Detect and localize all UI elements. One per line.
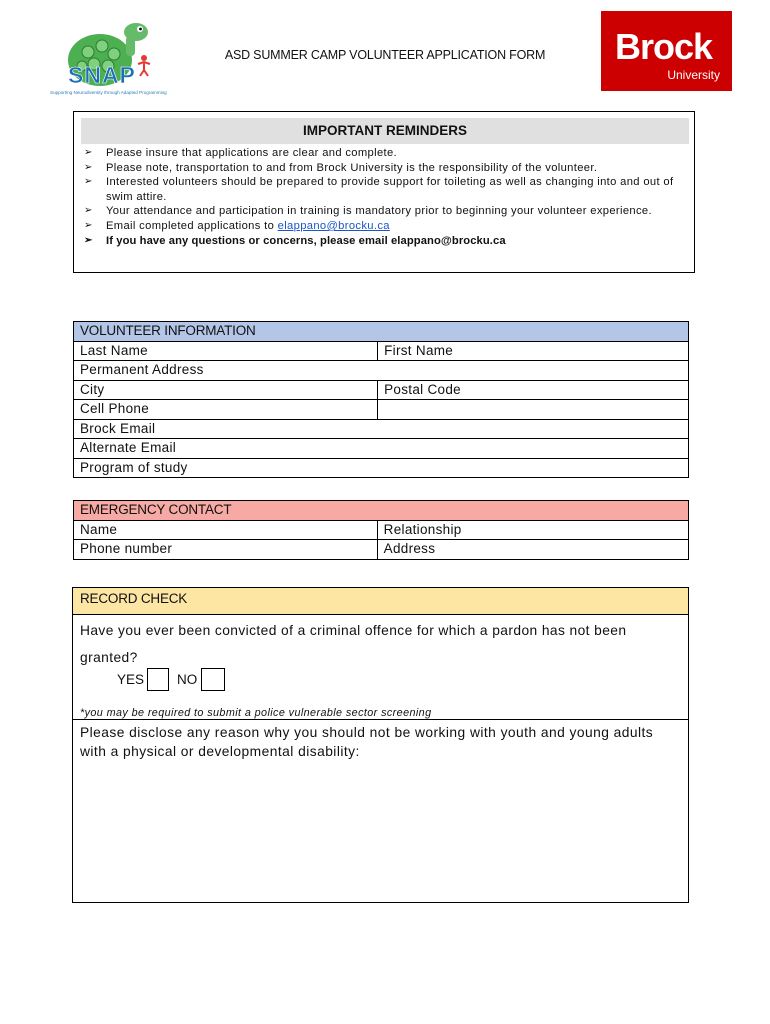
relationship-field[interactable]: Relationship <box>377 520 688 540</box>
empty-cell <box>378 400 689 420</box>
last-name-field[interactable]: Last Name <box>74 341 378 361</box>
postal-code-field[interactable]: Postal Code <box>378 380 689 400</box>
snap-tagline: Supporting Neurodiversity through Adapted Programming <box>50 90 167 95</box>
volunteer-information-table <box>73 321 689 478</box>
volunteer-information-heading: VOLUNTEER INFORMATION <box>74 322 689 342</box>
no-checkbox[interactable] <box>201 668 225 691</box>
brock-email-field[interactable]: Brock Email <box>74 419 689 439</box>
brock-logo-sub: University <box>667 68 720 82</box>
arrow-bullet-icon: ➢ <box>84 161 93 173</box>
arrow-bullet-icon: ➢ <box>84 219 93 231</box>
arrow-bullet-icon: ➢ <box>84 205 93 217</box>
emergency-name-field[interactable]: Name <box>74 520 378 540</box>
reminder-item: ➢ Please note, transportation to and from Brock University is the responsibility of the volunteer. <box>84 161 598 174</box>
program-of-study-field[interactable]: Program of study <box>74 458 689 478</box>
divider <box>73 719 688 720</box>
brock-logo-word: Brock <box>615 26 713 67</box>
cell-phone-field[interactable]: Cell Phone <box>74 400 378 420</box>
permanent-address-field[interactable]: Permanent Address <box>74 361 689 381</box>
first-name-field[interactable]: First Name <box>378 341 689 361</box>
reminder-item: ➢ Interested volunteers should be prepared to provide support for toileting as well as changing into and out of swim attire. <box>84 176 674 203</box>
reminder-item: ➢ Please insure that applications are clear and complete. <box>84 147 398 159</box>
record-check-section <box>72 587 689 903</box>
email-link[interactable]: elappano@brocku.ca <box>277 219 390 232</box>
record-check-heading: RECORD CHECK <box>73 588 688 615</box>
conviction-question: Have you ever been convicted of a criminal offence for which a pardon has not been granted? <box>80 623 627 665</box>
reminder-item: ➢ Your attendance and participation in training is mandatory prior to beginning your volunteer experience. <box>84 205 652 218</box>
city-field[interactable]: City <box>74 380 378 400</box>
reminder-item: ➢ If you have any questions or concerns, please email elappano@brocku.ca <box>84 234 506 247</box>
alternate-email-field[interactable]: Alternate Email <box>74 439 689 459</box>
emergency-address-field[interactable]: Address <box>377 540 688 560</box>
important-reminders-box <box>73 111 695 273</box>
arrow-bullet-icon: ➢ <box>84 234 93 246</box>
reminder-item: ➢ Email completed applications to elappano@brocku.ca <box>84 219 390 232</box>
yes-checkbox[interactable] <box>147 668 169 691</box>
emergency-contact-heading: EMERGENCY CONTACT <box>74 501 689 521</box>
arrow-bullet-icon: ➢ <box>84 147 93 158</box>
brock-university-logo <box>601 11 732 91</box>
arrow-bullet-icon: ➢ <box>84 176 93 188</box>
page-title: ASD SUMMER CAMP VOLUNTEER APPLICATION FORM <box>224 48 546 62</box>
screening-note: *you may be required to submit a police vulnerable sector screening <box>80 707 432 719</box>
snap-logo-text: SNAP <box>68 62 136 88</box>
disclosure-prompt[interactable]: Please disclose any reason why you should not be working with youth and young adults with a physical or developmental disability: <box>80 725 654 759</box>
yes-label: YES <box>117 672 145 687</box>
reminders-heading: IMPORTANT REMINDERS <box>81 118 689 144</box>
reminders-list <box>82 146 687 248</box>
emergency-phone-field[interactable]: Phone number <box>74 540 378 560</box>
no-label: NO <box>177 672 198 687</box>
emergency-contact-table <box>73 500 689 560</box>
